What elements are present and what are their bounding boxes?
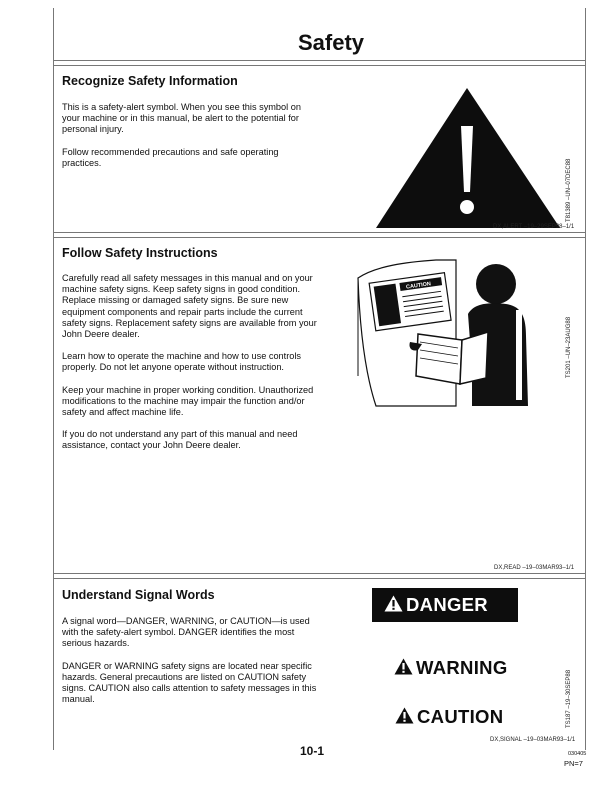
paragraph: Learn how to operate the machine and how to use controls properly. Do not let anyone operate without instruction. — [62, 351, 302, 373]
paragraph: DANGER or WARNING safety signs are located near specific hazards. General precautions are listed on CAUTION safety signs. CAUTION also calls attention to safety messages in this manual. — [62, 660, 317, 705]
safety-alert-symbol-icon — [372, 80, 575, 230]
page-number: 10-1 — [300, 744, 325, 758]
image-code: TS187 –19–30SEP88 — [566, 669, 572, 728]
section2-bottom-rule — [53, 573, 586, 574]
pn-code: PN=7 — [564, 759, 583, 768]
section-body — [62, 616, 324, 716]
caution-label: CAUTION — [395, 706, 503, 728]
caution-sign-label: CAUTION — [405, 281, 432, 291]
footer-code: DX,ALERT –19–29SEP98–1/1 — [493, 224, 575, 230]
section2-top-rule — [53, 237, 586, 238]
section-body — [62, 273, 324, 463]
date-code: 030405 — [568, 751, 587, 757]
section-heading: Follow Safety Instructions — [62, 246, 218, 260]
title-rule — [53, 60, 586, 61]
section-heading: Recognize Safety Information — [62, 74, 238, 88]
section1-top-rule — [53, 65, 586, 66]
paragraph: If you do not understand any part of this manual and need assistance, contact your John Deere dealer. — [62, 429, 298, 451]
paragraph: A signal word—DANGER, WARNING, or CAUTION—is used with the safety-alert symbol. DANGER identifies the most serious hazards. — [62, 616, 310, 649]
paragraph: Keep your machine in proper working condition. Unauthorized modifications to the machine may impair the function and/or safety and affect machine life. — [62, 384, 314, 418]
warning-label: WARNING — [394, 657, 508, 679]
footer-code: DX,READ –19–03MAR93–1/1 — [494, 565, 575, 571]
alert-triangle-icon — [394, 658, 413, 675]
section-body — [62, 102, 312, 180]
image-code: TS201 –UN–23AUG88 — [566, 316, 572, 378]
section3-top-rule — [53, 578, 586, 579]
paragraph: This is a safety-alert symbol. When you see this symbol on your machine or in this manual, be alert to the potential for personal injury. — [62, 102, 301, 135]
alert-triangle-icon — [395, 707, 414, 724]
paragraph: Follow recommended precautions and safe operating practices. — [62, 146, 279, 168]
paragraph: Carefully read all safety messages in this manual and on your machine safety signs. Keep safety signs in good condition. Replace missing or damaged safety signs. Be sure new equipment components and repair parts include the current safety signs. Replacement safety signs are available from your John Deere dealer. — [62, 273, 317, 340]
danger-label: DANGER — [384, 594, 488, 616]
page-left-rule — [53, 8, 54, 750]
section-heading: Understand Signal Words — [62, 588, 215, 602]
alert-triangle-icon — [384, 595, 403, 612]
footer-code: DX,SIGNAL –19–03MAR93–1/1 — [490, 737, 576, 743]
page-title: Safety — [297, 30, 365, 55]
page-right-rule — [585, 8, 586, 750]
section1-bottom-rule — [53, 232, 586, 233]
person-reading-manual-illustration — [356, 256, 561, 408]
image-code: T81389 –UN–07DEC88 — [566, 158, 572, 222]
